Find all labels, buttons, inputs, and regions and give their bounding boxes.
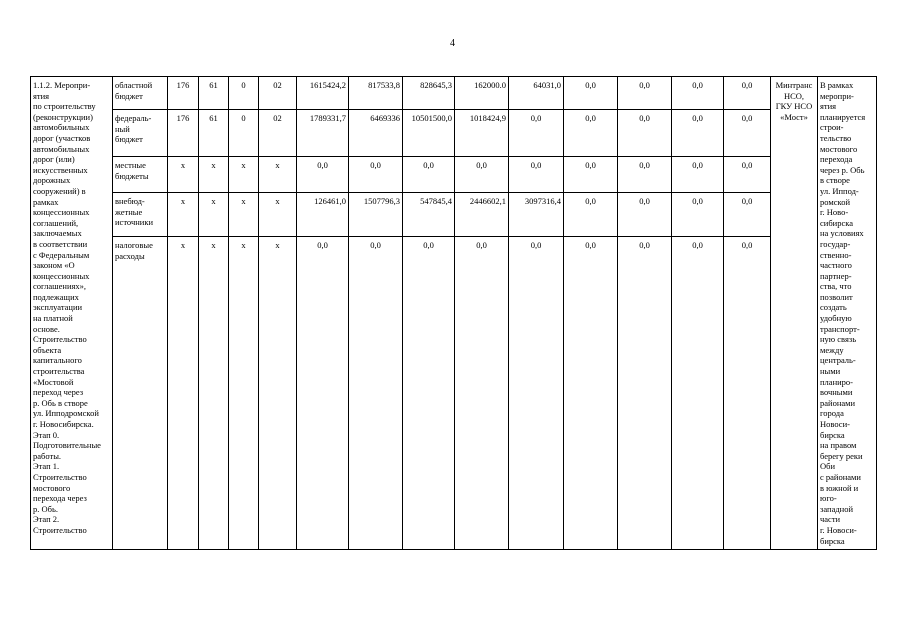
expected-result-line: в створе [820, 175, 850, 186]
event-description-cell [31, 77, 113, 550]
expected-result-line: юго- [820, 493, 837, 504]
code-cell: 02 [259, 77, 297, 110]
event-description-line: 1.1.2. Меропри- [33, 80, 91, 90]
event-description-line: работы. [33, 450, 62, 461]
executor-line: Минтранс [775, 80, 813, 90]
event-description-line: заключаемых [33, 228, 82, 239]
value-cell: 828645,3 [403, 77, 455, 110]
event-description-line: перехода через [33, 493, 87, 504]
funding-source-line: областной [115, 80, 153, 90]
value-cell: 0,0 [618, 110, 672, 157]
value-cell: 0,0 [672, 193, 724, 237]
funding-source-cell [113, 157, 168, 193]
event-description-line: подлежащих [33, 291, 79, 302]
funding-source-cell [113, 193, 168, 237]
expected-result-line: г. Новоси- [820, 524, 857, 535]
funding-source-cell [113, 77, 168, 110]
expected-result-line: в южной и [820, 482, 859, 493]
expected-result-line: ную связь [820, 334, 857, 345]
code-cell: 176 [168, 77, 199, 110]
value-cell: 3097316,4 [509, 193, 564, 237]
executor-cell [771, 77, 818, 550]
value-cell: 0,0 [564, 157, 618, 193]
value-cell: 0,0 [724, 193, 771, 237]
value-cell: 0,0 [509, 237, 564, 550]
code-cell: x [199, 193, 229, 237]
code-cell: 0 [229, 110, 259, 157]
value-cell: 1507796,3 [349, 193, 403, 237]
expected-result-line: районами [820, 397, 856, 408]
event-description-line: соглашениях», [33, 281, 87, 292]
event-description-line: Строительство [33, 471, 87, 482]
value-cell: 0,0 [297, 157, 349, 193]
page-number: 4 [450, 38, 455, 49]
expected-result-line: позволит [820, 291, 853, 302]
expected-result-line: ятия [820, 101, 837, 112]
event-description-line: с Федеральным [33, 249, 90, 260]
code-cell: x [229, 237, 259, 550]
funding-source-line: жетные [115, 206, 143, 217]
funding-source-cell [113, 110, 168, 157]
value-cell: 0,0 [564, 110, 618, 157]
executor-line: НСО, [783, 90, 805, 101]
event-description-line: дорог (участков [33, 132, 91, 143]
code-cell: x [199, 157, 229, 193]
expected-result-line: В рамках [820, 80, 854, 90]
expected-result-line: между [820, 344, 844, 355]
code-cell: x [259, 193, 297, 237]
funding-source-line: налоговые [115, 240, 153, 250]
value-cell: 547845,4 [403, 193, 455, 237]
expected-result-line: на условиях [820, 228, 864, 239]
event-description-line: рамках [33, 196, 59, 207]
expected-result-line: ными [820, 366, 841, 377]
expected-result-line: планируется [820, 111, 866, 122]
code-cell: x [259, 157, 297, 193]
value-cell: 162000.0 [455, 77, 509, 110]
expected-result-line: ул. Иппод- [820, 185, 859, 196]
value-cell: 64031,0 [509, 77, 564, 110]
code-cell: 61 [199, 77, 229, 110]
expected-result-line: бирска [820, 429, 845, 440]
expected-result-cell [818, 77, 877, 550]
event-description-line: «Мостовой [33, 376, 74, 387]
expected-result-line: тельство [820, 132, 852, 143]
event-description-line: в соответствии [33, 238, 88, 249]
funding-source-line: местные [115, 160, 146, 170]
event-description-line: Этап 0. [33, 429, 60, 440]
expected-result-line: ства, что [820, 281, 852, 292]
expected-result-line: с районами [820, 471, 861, 482]
value-cell: 0,0 [672, 237, 724, 550]
value-cell: 0,0 [724, 237, 771, 550]
value-cell: 817533,8 [349, 77, 403, 110]
event-description-line: сооружений) в [33, 185, 86, 196]
expected-result-line: г. Ново- [820, 207, 849, 218]
code-cell: x [229, 193, 259, 237]
event-description-line: р. Обь. [33, 503, 58, 514]
funding-source-line: бюджеты [115, 170, 149, 181]
expected-result-line: централь- [820, 355, 856, 366]
expected-result-line: на правом [820, 440, 857, 451]
funding-source-line: бюджет [115, 134, 143, 145]
event-description-line: Этап 2. [33, 514, 60, 525]
code-cell: x [229, 157, 259, 193]
event-description-line: переход через [33, 387, 84, 398]
code-cell: x [168, 237, 199, 550]
executor-line: «Мост» [780, 111, 808, 122]
value-cell: 0,0 [618, 77, 672, 110]
code-cell: 176 [168, 110, 199, 157]
funding-source-line: внебюд- [115, 196, 145, 206]
value-cell: 0,0 [618, 157, 672, 193]
expected-result-line: ромской [820, 196, 850, 207]
expected-result-line: частного [820, 260, 852, 271]
value-cell: 0,0 [672, 157, 724, 193]
table-row [31, 157, 877, 193]
code-cell: x [168, 193, 199, 237]
value-cell: 0,0 [455, 237, 509, 550]
expected-result-line: сибирска [820, 217, 853, 228]
expected-result-line: через р. Обь [820, 164, 865, 175]
value-cell: 0,0 [297, 237, 349, 550]
value-cell: 0,0 [455, 157, 509, 193]
table-row [31, 193, 877, 237]
event-description-line: капитального [33, 355, 82, 366]
value-cell: 0,0 [349, 237, 403, 550]
funding-source-line: расходы [115, 250, 145, 261]
expected-result-line: города [820, 408, 844, 419]
value-cell: 0,0 [618, 193, 672, 237]
value-cell: 0,0 [724, 77, 771, 110]
expected-result-line: государ- [820, 238, 851, 249]
value-cell: 0,0 [672, 77, 724, 110]
expected-result-line: планиро- [820, 376, 853, 387]
event-description-line: дорожных [33, 175, 71, 186]
event-description-line: объекта [33, 344, 62, 355]
value-cell: 0,0 [672, 110, 724, 157]
value-cell: 6469336 [349, 110, 403, 157]
event-description-line: ул. Ипподромской [33, 408, 99, 419]
expected-result-line: части [820, 514, 841, 525]
value-cell: 0,0 [403, 237, 455, 550]
value-cell: 0,0 [724, 110, 771, 157]
event-description-line: ятия [33, 90, 50, 101]
funding-source-line: бюджет [115, 90, 143, 101]
value-cell: 0,0 [349, 157, 403, 193]
event-description-line: соглашений, [33, 217, 79, 228]
value-cell: 1789331,7 [297, 110, 349, 157]
funding-source-cell [113, 237, 168, 550]
code-cell: x [168, 157, 199, 193]
value-cell: 0,0 [564, 77, 618, 110]
expected-result-line: берегу реки [820, 450, 863, 461]
event-description-line: на платной [33, 313, 73, 324]
code-cell: 61 [199, 110, 229, 157]
expected-result-line: перехода [820, 154, 853, 165]
expected-result-line: транспорт- [820, 323, 860, 334]
value-cell: 0,0 [403, 157, 455, 193]
event-description-line: концессионных [33, 270, 90, 281]
event-description-line: г. Новосибирска. [33, 419, 94, 429]
event-description-line: эксплуатации [33, 302, 83, 313]
expected-result-line: мостового [820, 143, 858, 154]
event-description-line: концессионных [33, 207, 90, 218]
funding-source-line: ный [115, 123, 130, 134]
table-row [31, 237, 877, 550]
event-description-line: р. Обь в створе [33, 397, 88, 408]
expected-result-line: Оби [820, 461, 836, 472]
event-description-line: Подготовительные [33, 440, 101, 451]
event-description-line: мостового [33, 482, 71, 493]
expected-result-line: партнер- [820, 270, 852, 281]
event-description-line: Строительство [33, 524, 87, 535]
funding-source-line: федераль- [115, 113, 152, 123]
program-table [30, 76, 877, 550]
event-description-line: автомобильных [33, 122, 90, 133]
code-cell: 0 [229, 77, 259, 110]
code-cell: x [259, 237, 297, 550]
value-cell: 0,0 [509, 157, 564, 193]
expected-result-line: меропри- [820, 90, 854, 101]
event-description-line: строительства [33, 366, 85, 377]
event-description-line: искусственных [33, 164, 88, 175]
code-cell: 02 [259, 110, 297, 157]
value-cell: 0,0 [618, 237, 672, 550]
table-row [31, 77, 877, 110]
value-cell: 10501500,0 [403, 110, 455, 157]
event-description-line: (реконструкции) [33, 111, 93, 122]
expected-result-line: вочными [820, 387, 853, 398]
expected-result-line: ственно- [820, 249, 852, 260]
expected-result-line: Новоси- [820, 419, 850, 429]
expected-result-line: строи- [820, 122, 844, 133]
event-description-line: законом «О [33, 260, 75, 271]
table-row [31, 110, 877, 157]
value-cell: 0,0 [509, 110, 564, 157]
value-cell: 0,0 [564, 237, 618, 550]
value-cell: 0,0 [564, 193, 618, 237]
value-cell: 0,0 [724, 157, 771, 193]
value-cell: 2446602,1 [455, 193, 509, 237]
expected-result-line: удобную [820, 313, 852, 324]
code-cell: x [199, 237, 229, 550]
event-description-line: автомобильных [33, 143, 90, 154]
event-description-line: Строительство [33, 334, 87, 345]
executor-line: ГКУ НСО [775, 101, 813, 112]
event-description-line: основе. [33, 323, 60, 334]
funding-source-line: источники [115, 217, 154, 228]
expected-result-line: западной [820, 503, 854, 514]
event-description-line: по строительству [33, 101, 96, 112]
expected-result-line: создать [820, 302, 847, 313]
value-cell: 126461,0 [297, 193, 349, 237]
value-cell: 1615424,2 [297, 77, 349, 110]
event-description-line: Этап 1. [33, 461, 60, 472]
expected-result-line: бирска [820, 535, 845, 546]
event-description-line: дорог (или) [33, 154, 75, 165]
value-cell: 1018424,9 [455, 110, 509, 157]
